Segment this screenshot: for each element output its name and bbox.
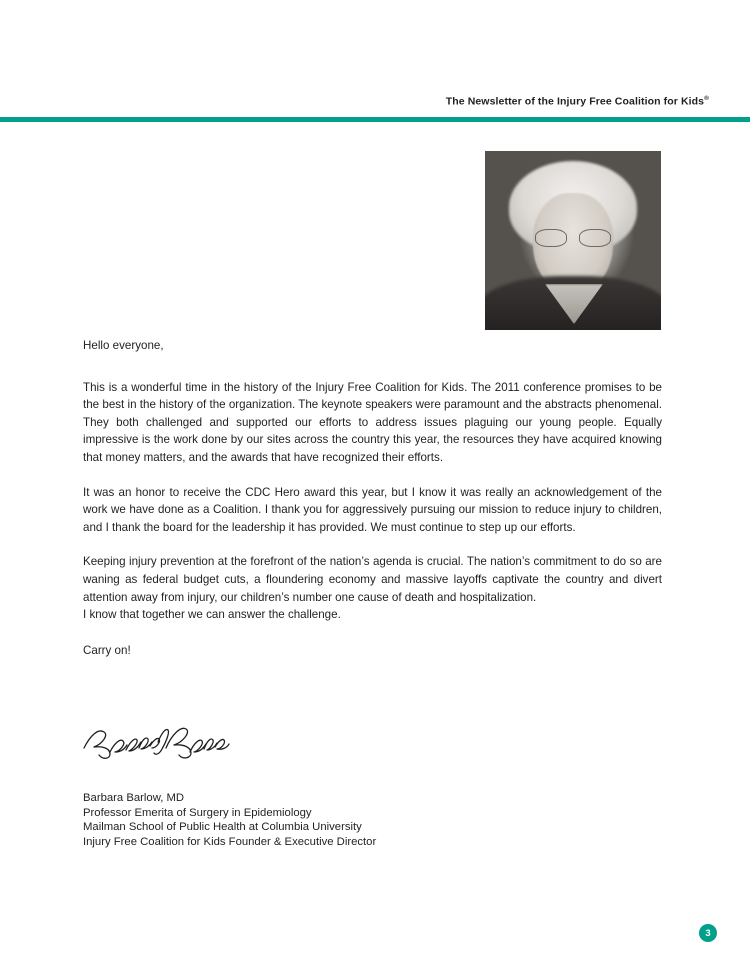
header-title-text: The Newsletter of the Injury Free Coalition for Kids xyxy=(445,95,705,108)
signer-affiliation: Mailman School of Public Health at Columbia University xyxy=(83,821,362,834)
signer-role: Injury Free Coalition for Kids Founder & Executive Director xyxy=(83,835,377,848)
handwritten-signature xyxy=(80,722,230,766)
letter-body xyxy=(83,337,662,659)
page-number-badge: 3 xyxy=(699,924,717,942)
newsletter-header-title xyxy=(446,95,709,108)
letter-salutation: Hello everyone, xyxy=(83,339,164,352)
signer-name: Barbara Barlow, MD xyxy=(83,792,185,804)
header-divider-rule xyxy=(0,117,750,122)
portrait-glasses xyxy=(535,229,611,246)
letter-signoff: Carry on! xyxy=(83,643,131,657)
letter-paragraph-3: Keeping injury prevention at the forefront of the nation’s agenda is crucial. The nation’s commitment to do so are waning as federal budget cuts, a floundering economy and massive layoffs captivate the country and divert attention away from injury, our children’s number one cause of death and hospitalization. xyxy=(83,555,662,604)
letter-paragraph-1: This is a wonderful time in the history of the Injury Free Coalition for Kids. The 2011 conference promises to be the best in the history of the organization. The keynote speakers were paramount and the abstracts phenomenal. They both challenged and supported our efforts to address issues plaguing our young people. Equally impressive is the work done by our sites across the country this year, the resources they have acquired knowing that money matters, and the awards that have recognized their efforts. xyxy=(83,380,662,464)
signature-block xyxy=(83,791,376,849)
letter-paragraph-2: It was an honor to receive the CDC Hero award this year, but I know it was really an acknowledgement of the work we have done as a Coalition. I thank you for aggressively pursuing our mission to reduce injury to children, and I thank the board for the leadership it has provided. We must continue to step up our efforts. xyxy=(83,485,662,534)
author-portrait-photo xyxy=(485,151,661,330)
letter-paragraph-4: I know that together we can answer the challenge. xyxy=(83,608,341,622)
registered-trademark-mark: ® xyxy=(704,95,709,102)
signer-title: Professor Emerita of Surgery in Epidemiology xyxy=(83,806,312,819)
